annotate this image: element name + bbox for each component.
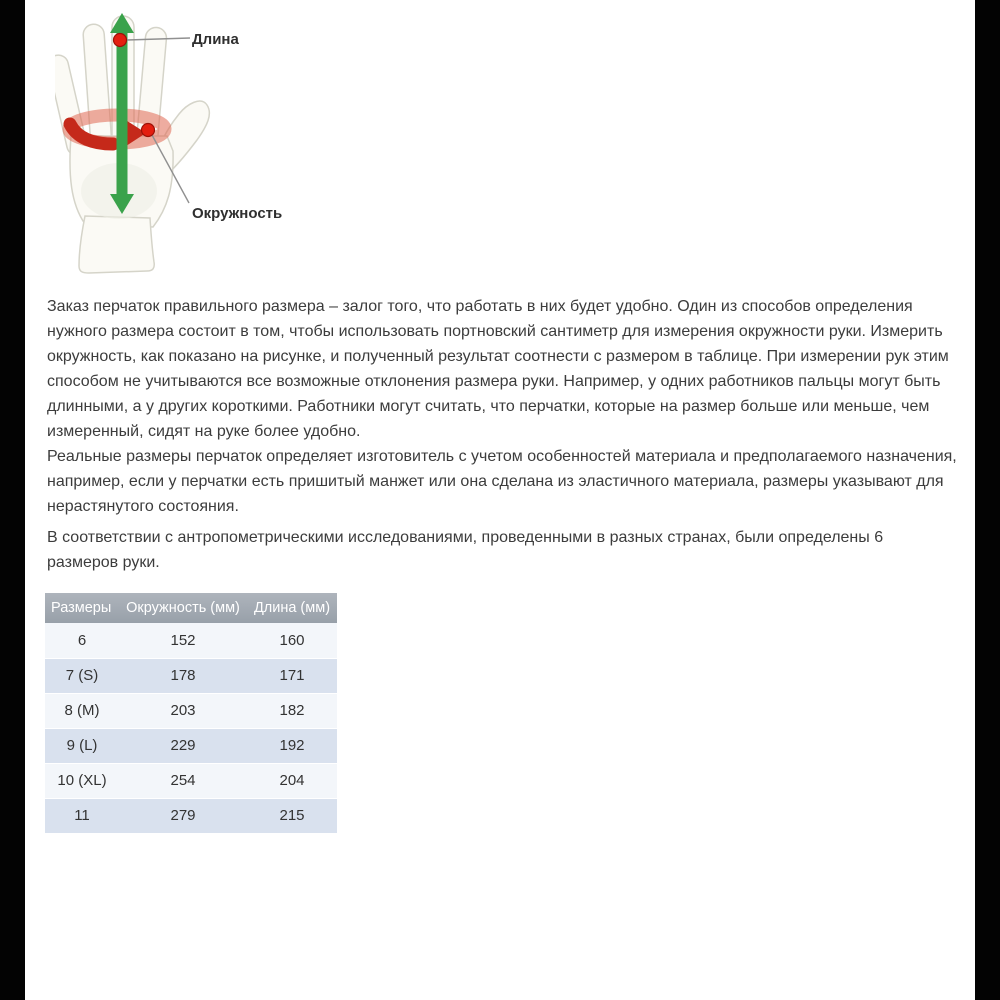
cell-circumference: 152 [119,623,247,658]
intro-paragraph: Заказ перчаток правильного размера – залог того, что работать в них будет удобно. Один из способов определения нужного размера состоит в том, чтобы использовать портновский сантиметр для измерения окружности руки. Измерить окружность, как показано на рисунке, и полученный результат соотнести с размером в таблице. При измерении рук этим способом не учитываются все возможные отклонения размера руки. Например, у одних работников пальцы могут быть длинными, а у других короткими. Работники могут считать, что перчатки, которые на размер больше или меньше, чем измеренный, сидят на руке более удобно. [47,298,949,440]
cell-length: 171 [247,658,337,693]
cell-size: 8 (M) [45,693,119,728]
cell-length: 182 [247,693,337,728]
cell-size: 7 (S) [45,658,119,693]
cell-size: 9 (L) [45,728,119,763]
cell-size: 10 (XL) [45,763,119,798]
column-header-length: Длина (мм) [247,593,337,623]
cell-circumference: 229 [119,728,247,763]
table-row [45,623,337,658]
cell-length: 192 [247,728,337,763]
anthropometric-paragraph: В соответствии с антропометрическими исследованиями, проведенными в разных странах, были определены 6 размеров руки. [47,529,884,571]
cell-length: 160 [247,623,337,658]
cell-size: 6 [45,623,119,658]
glove-illustration [55,6,300,288]
letterbox-right [975,0,1000,1000]
length-label: Длина [192,31,239,48]
table-row [45,763,337,798]
circumference-label: Окружность [192,205,283,222]
cell-length: 204 [247,763,337,798]
size-table-header-row [45,593,337,623]
table-row [45,798,337,833]
length-point-dot [114,34,127,47]
article-text [47,294,957,575]
cell-circumference: 254 [119,763,247,798]
column-header-circumference: Окружность (мм) [119,593,247,623]
cell-circumference: 178 [119,658,247,693]
letterbox-left [0,0,25,1000]
glove-measurement-figure [55,6,300,290]
circumference-point-dot [142,124,155,137]
table-row [45,693,337,728]
cell-circumference: 279 [119,798,247,833]
table-row [45,728,337,763]
column-header-sizes: Размеры [45,593,119,623]
cell-size: 11 [45,798,119,833]
page-content [25,0,975,1000]
table-row [45,658,337,693]
length-leader-line [127,38,190,40]
cell-length: 215 [247,798,337,833]
cell-circumference: 203 [119,693,247,728]
size-table [45,593,337,834]
manufacturer-paragraph: Реальные размеры перчаток определяет изготовитель с учетом особенностей материала и предполагаемого назначения, например, если у перчатки есть пришитый манжет или она сделана из эластичного материала, размеры указывают для нерастянутого состояния. [47,448,957,515]
